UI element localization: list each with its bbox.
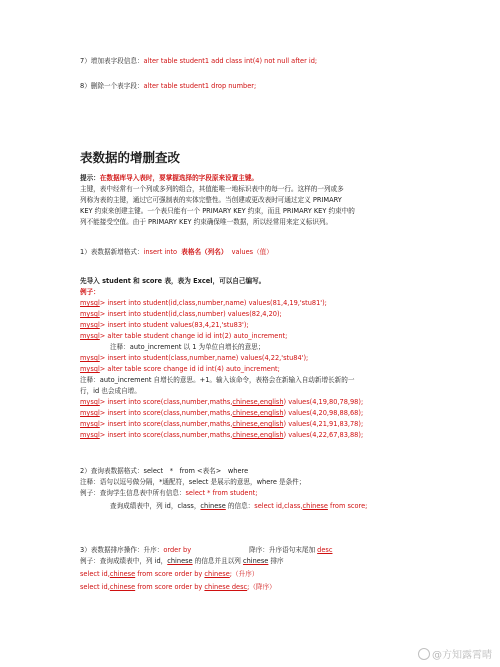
note-increment-2: 行，id 也会成自增。 — [80, 387, 141, 395]
tip-body-1: 主键，表中经常有一个列或多列的组合，其值能唯一地标识表中的每一行。这样的一列或多 — [80, 185, 344, 193]
note-increment-1: 注释：auto_increment 自增长的意思。+1。输入该命令，表格会在新输入自动新增长新的一 — [80, 376, 355, 384]
note-auto-increment: 注释：auto_increment 以 1 为单位自增长的意思； — [110, 343, 265, 351]
insert-format-line: 1）表数据新增格式：insert into 表格名（列名） values（值） — [80, 248, 273, 256]
alter-add-code: alter table student1 add class int(4) not null after id; — [143, 57, 318, 65]
query-example-2: 查询成绩表中，列 id，class，chinese 的信息：select id,class,chinese from score; — [110, 502, 368, 510]
tip-body-3: KEY 约束来创建主键。一个表只能有一个 PRIMARY KEY 约束，而且 PRIMARY KEY 约束中的 — [80, 207, 355, 215]
watermark-logo-icon — [418, 648, 430, 660]
score-insert-line: mysql> insert into score(class,number,maths,chinese,english) values(4,22,67,83,88); — [80, 431, 364, 439]
sort-asc-line: select id,chinese from score order by chinese;（升序） — [80, 570, 259, 578]
query-note: 注释：语句以逗号做分隔，*通配符，select 是展示的意思，where 是条件； — [80, 478, 306, 486]
query-example-1: 例子：查询学生信息表中所有信息：select * from student; — [80, 489, 258, 497]
score-insert-line: mysql> insert into score(class,number,maths,chinese,english) values(4,20,98,88,68); — [80, 409, 364, 417]
sort-example: 例子：查询成绩表中，列 id，chinese 的信息并且以列 chinese 排序 — [80, 557, 284, 565]
cmd-line: mysql> insert into student(id,class,number) values(82,4,20); — [80, 310, 282, 318]
example-label: 例子： — [80, 288, 100, 296]
sort-format-line: 3）表数据排序操作：升序：order by 降序：升序语句末尾加 desc — [80, 546, 333, 554]
watermark: @方知露霄晴 — [418, 646, 492, 661]
tip-body-4: 列不能接受空值。由于 PRIMARY KEY 约束确保唯一数据，所以经常用来定义标识列。 — [80, 218, 333, 226]
score-insert-line: mysql> insert into score(class,number,maths,chinese,english) values(4,19,80,78,98); — [80, 398, 364, 406]
section-heading: 表数据的增删查改 — [80, 150, 181, 165]
cmd-line: mysql> insert into student(class,number,name) values(4,22,'stu84'); — [80, 354, 309, 362]
cmd-line: mysql> insert into student(id,class,number,name) values(81,4,19,'stu81'); — [80, 299, 327, 307]
sort-desc-line: select id,chinese from score order by chinese desc;（降序） — [80, 583, 276, 591]
query-format-line: 2）查询表数据格式：select * from <表名> where — [80, 467, 249, 475]
alter-add-line: 7）增加表字段信息：alter table student1 add class int(4) not null after id; — [80, 57, 318, 65]
intro-line: 先导入 student 和 score 表，表为 Excel，可以自己编写。 — [80, 277, 266, 285]
cmd-line: mysql> alter table score change id id int(4) auto_increment; — [80, 365, 280, 373]
alter-drop-code: alter table student1 drop number; — [143, 82, 257, 90]
score-insert-line: mysql> insert into score(class,number,maths,chinese,english) values(4,21,91,83,78); — [80, 420, 364, 428]
tip-line: 提示：在数据库导入表时，要掌握选择的字段原来设置主键。 — [80, 174, 259, 182]
cmd-line: mysql> alter table student change id id int(2) auto_increment; — [80, 332, 288, 340]
cmd-line: mysql> insert into student values(83,4,21,'stu83'); — [80, 321, 249, 329]
tip-highlight: 在数据库导入表时，要掌握选择的字段原来设置主键。 — [99, 174, 259, 182]
alter-drop-line: 8）删除一个表字段：alter table student1 drop number; — [80, 82, 257, 90]
tip-body-2: 列称为表的主键，通过它可强制表的实体完整性。当创建或更改表时可通过定义 PRIMARY — [80, 196, 342, 204]
